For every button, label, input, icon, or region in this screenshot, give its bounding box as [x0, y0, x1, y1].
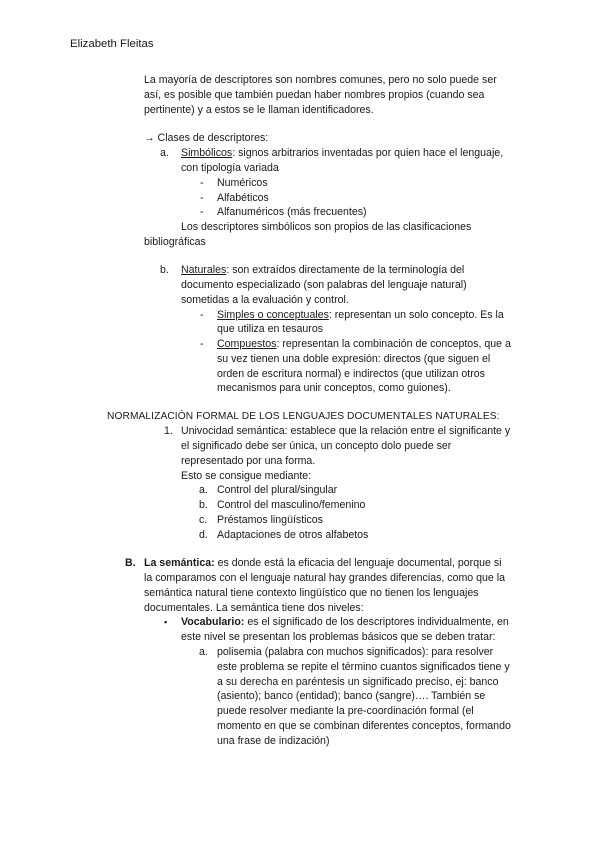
dash-bullet: - — [200, 338, 204, 350]
vocabulario-line: este nivel se presentan los problemas básicos que se deben tratar: — [181, 631, 496, 643]
polisemia-line: este problema se repite el término cuantos significados tiene y — [217, 661, 510, 673]
simples-line: que utiliza en tesauros — [217, 323, 324, 335]
list-marker: d. — [199, 529, 208, 541]
list-item: Alfanuméricos (más frecuentes) — [217, 206, 367, 218]
compuestos-term: Compuestos — [217, 338, 277, 350]
univocidad-line: representado por una forma. — [181, 455, 316, 467]
list-marker: b. — [160, 264, 169, 276]
intro-line: pertinente) y a estos se le llaman identificadores. — [144, 104, 374, 116]
naturales-line: Naturales: son extraídos directamente de la terminología del — [181, 264, 465, 276]
naturales-term: Naturales — [181, 264, 227, 276]
simbolicos-line: con tipología variada — [181, 162, 279, 174]
dash-bullet: - — [200, 192, 204, 204]
list-item: Adaptaciones de otros alfabetos — [217, 529, 369, 541]
list-marker: a. — [199, 646, 208, 658]
naturales-line: documento especializado (son palabras del lenguaje natural) — [181, 279, 467, 291]
simples-line: Simples o conceptuales: representan un solo concepto. Es la — [217, 309, 504, 321]
semantica-line: la comparamos con el lenguaje natural hay grandes diferencias, como que la — [144, 572, 505, 584]
vocabulario-line: Vocabulario: es el significado de los descriptores individualmente, en — [181, 616, 509, 628]
square-bullet-icon: ▪ — [164, 617, 168, 627]
list-marker: a. — [160, 147, 169, 159]
simbolicos-line: Simbólicos: signos arbitrarios inventadas por quien hace el lenguaje, — [181, 147, 504, 159]
univocidad-line: el significado debe ser única, un concepto dolo puede ser — [181, 440, 452, 452]
compuestos-line: Compuestos: representan la combinación de conceptos, que a — [217, 338, 511, 350]
list-item: Préstamos lingüísticos — [217, 514, 323, 526]
list-item: Control del plural/singular — [217, 484, 338, 496]
naturales-line: sometidas a la evaluación y control. — [181, 294, 349, 306]
univocidad-intro: Esto se consigue mediante: — [181, 470, 312, 482]
polisemia-line: puede resolver mediante la pre-coordinación formal (el — [217, 705, 474, 717]
polisemia-line: polisemia (palabra con muchos significados): para resolver — [217, 646, 494, 658]
classes-heading: → Clases de descriptores: — [144, 132, 269, 144]
semantica-term: La semántica: — [144, 557, 215, 569]
list-item: Alfabéticos — [217, 192, 269, 204]
compuestos-line: mecanismos para unir conceptos, como guiones). — [217, 382, 451, 394]
section-marker: B. — [125, 557, 136, 569]
simbolicos-note: Los descriptores simbólicos son propios de las clasificaciones — [181, 221, 472, 233]
normalization-heading: NORMALIZACIÓN FORMAL DE LOS LENGUAJES DOCUMENTALES NATURALES: — [107, 411, 500, 422]
vocabulario-term: Vocabulario: — [181, 616, 245, 628]
list-marker: c. — [199, 514, 208, 526]
list-item: Numéricos — [217, 177, 268, 189]
intro-line: así, es posible que también puedan haber nombres propios (cuando sea — [144, 89, 485, 101]
list-marker: a. — [199, 484, 208, 496]
dash-bullet: - — [200, 206, 204, 218]
dash-bullet: - — [200, 309, 204, 321]
polisemia-line: una frase de indización) — [217, 735, 330, 747]
intro-line: La mayoría de descriptores son nombres comunes, pero no solo puede ser — [144, 74, 497, 86]
simples-term: Simples o conceptuales — [217, 309, 329, 321]
list-marker: b. — [199, 499, 208, 511]
semantica-line: semántica natural tiene contexto lingüístico que no tienen los lenguajes — [144, 587, 479, 599]
semantica-line: documentales. La semántica tiene dos niveles: — [144, 602, 364, 614]
list-item: Control del masculino/femenino — [217, 499, 366, 511]
univocidad-line: Univocidad semántica: establece que la relación entre el significante y — [181, 425, 511, 437]
simbolicos-note: bibliográficas — [144, 236, 206, 248]
polisemia-line: a su derecha en paréntesis un significado preciso, ej: banco — [217, 676, 499, 688]
author-header: Elizabeth Fleitas — [70, 38, 154, 50]
semantica-line: La semántica: es donde está la eficacia del lenguaje documental, porque si — [144, 557, 502, 569]
polisemia-line: momento en que se combinan diferentes conceptos, formando — [217, 720, 511, 732]
polisemia-line: (asiento); banco (entidad); banco (sangre)…. También se — [217, 690, 486, 702]
compuestos-line: su vez tienen una doble expresión: directos (que siguen el — [217, 353, 491, 365]
list-marker: 1. — [164, 425, 173, 437]
simbolicos-term: Simbólicos — [181, 147, 233, 159]
dash-bullet: - — [200, 177, 204, 189]
compuestos-line: orden de escritura normal) e indirectos (que utilizan otros — [217, 368, 485, 380]
